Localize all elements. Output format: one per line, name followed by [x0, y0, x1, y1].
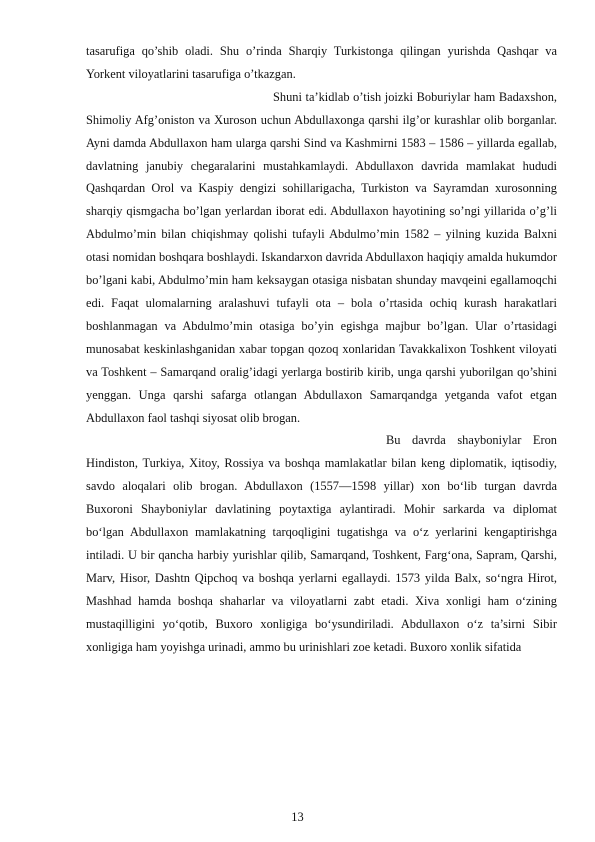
paragraph-boburiylar: Shuni ta’kidlab o’tish joizki Boburiylar ham Badaxshon, Shimoliy Afg’oniston va Xuroson uchun Abdullaxonga qarshi ilg’or kurashlar olib borganlar. Ayni damda Abdullaxon ham ularga qarshi Sind va Kashmirni 1583 – 1586 – yillarda egallab, davlatning janubiy chegaralarini mustahkamlaydi. Abdullaxon davrida mamlakat hududi Qashqardan Orol va Kaspiy dengizi sohillarigacha, Turkiston va Sayramdan xurosonning sharqiy qismgacha bo’lgan yerlardan iborat edi. Abdullaxon hayotining so’ngi yillarida o’g’li Abdulmo’min bilan chiqishmay qolishi tufayli Abdulmo’min 1582 – yilning kuzida Balxni otasi nomidan boshqara boshlaydi. Iskandarxon davrida Abdullaxon haqiqiy amalda hukumdor bo’lgani kabi, Abdulmo’min ham keksaygan otasiga nisbatan shunday mavqeini egallamoqchi edi. Faqat ulomalarning aralashuvi tufayli ota – bola o’rtasida ochiq kurash harakatlari boshlanmagan va Abdulmo’min otasiga bo’yin egishga majbur bo’lgan. Ular o’rtasidagi munosabat keskinlashganidan xabar topgan qozoq xonlaridan Tavakkalixon Toshkent viloyati va Toshkent – Samarqand oralig’idagi yerlarga bostirib kirib, unga qarshi yuborilgan qo’shini yenggan. Unga qarshi safarga otlangan Abdullaxon Samarqandga yetganda vafot etgan Abdullaxon faol tashqi siyosat olib brogan.	[86, 89, 557, 425]
paragraph-continuation: tasarufiga qo’shib oladi. Shu o’rinda Sharqiy Turkistonga qilingan yurishda Qashqar va Yorkent viloyatlarini tasarufiga o’tkazgan.	[86, 44, 557, 81]
document-page	[86, 40, 557, 658]
page-number: 13	[291, 810, 304, 824]
paragraph-diplomacy: Bu davrda shayboniylar Eron Hindiston, Turkiya, Xitoy, Rossiya va boshqa mamlakatlar bilan keng diplomatik, iqtisodiy, savdo aloqalari olib brogan. Abdullaxon (1557—1598 yillar) xon bo‘lib turgan davrda Buxoroni Shayboniylar davlatining poytaxtiga aylantiradi. Mohir sarkarda va diplomat bo‘lgan Abdullaxon mamlakatning tarqoqligini tugatishga va o‘z yerlarini kengaptirishga intiladi. U bir qancha harbiy yurishlar qilib, Samarqand, Toshkent, Farg‘ona, Sapram, Qarshi, Marv, Hisor, Dashtn Qipchoq va boshqa yerlarni egallaydi. 1573 yilda Balx, so‘ngra Hirot, Mashhad hamda boshqa shaharlar va viloyatlarni zabt etadi. Xiva xonligi ham o‘zining mustaqilligini yo‘qotib, Buxoro xonligiga bo‘ysundiriladi. Abdullaxon o‘z ta’sirni Sibir xonligiga ham yoyishga urinadi, ammo bu urinishlari zoe ketadi. Buxoro xonlik sifatida	[86, 433, 557, 654]
